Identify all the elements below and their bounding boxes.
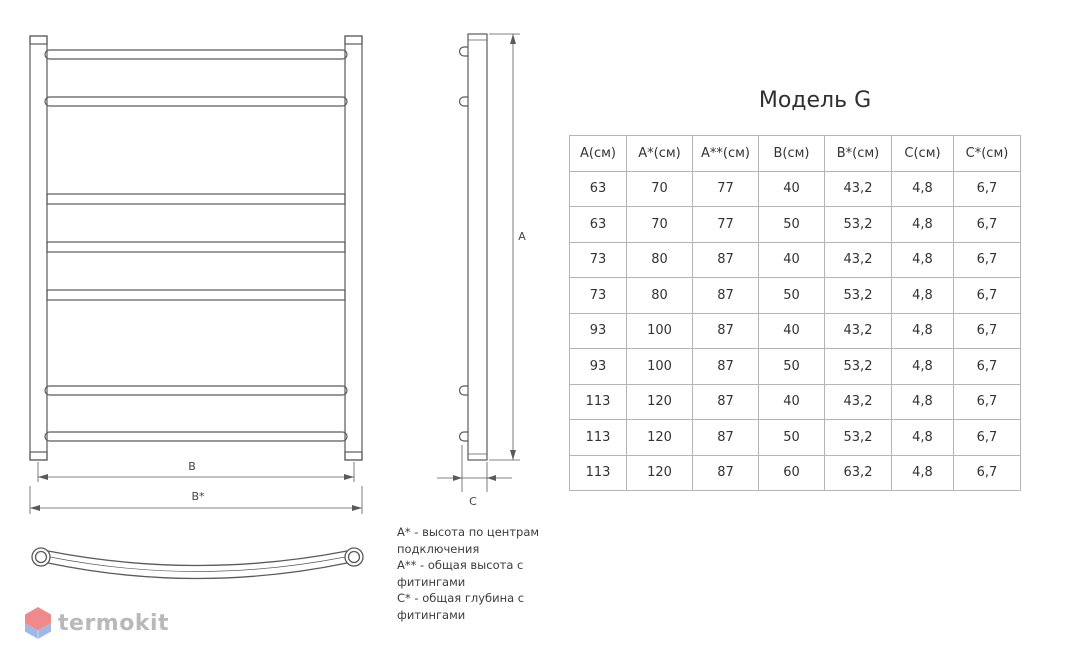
right-post-cap [345,36,362,44]
table-cell: 53,2 [825,349,892,385]
table-cell: 87 [693,313,759,349]
top-view [32,548,363,579]
table-cell: 77 [693,171,759,207]
table-cell: 4,8 [892,420,954,456]
table-cell: 100 [627,313,693,349]
top-view-curve [48,551,347,566]
table-cell: 6,7 [954,349,1021,385]
table-row [570,455,1021,491]
table-cell: 93 [570,313,627,349]
rung [45,432,347,441]
rung-end [460,47,469,56]
table-cell: 53,2 [825,420,892,456]
table-cell: 63 [570,171,627,207]
table-cell: 93 [570,349,627,385]
table-cell: 43,2 [825,171,892,207]
table-cell: 87 [693,420,759,456]
dimension-b-star-label: B* [191,490,205,503]
top-view-right-connector [345,548,363,566]
column-header: A*(см) [627,136,693,172]
rung [47,290,345,300]
table-cell: 4,8 [892,384,954,420]
table-cell: 6,7 [954,455,1021,491]
table-cell: 43,2 [825,313,892,349]
table-cell: 6,7 [954,384,1021,420]
table-cell: 4,8 [892,207,954,243]
column-header: C*(см) [954,136,1021,172]
note-a-star: A* - высота по центрам подключения [397,525,540,556]
table-cell: 53,2 [825,278,892,314]
table-cell: 6,7 [954,313,1021,349]
logo-text: termokit [58,610,170,636]
rung-end [460,432,469,441]
table-cell: 100 [627,349,693,385]
column-header: B(см) [759,136,825,172]
left-post-foot [30,452,47,460]
table-cell: 70 [627,207,693,243]
rung-end [460,386,469,395]
table-cell: 80 [627,242,693,278]
table-cell: 40 [759,171,825,207]
table-cell: 40 [759,242,825,278]
table-cell: 80 [627,278,693,314]
left-post-cap [30,36,47,44]
table-cell: 87 [693,278,759,314]
table-cell: 43,2 [825,242,892,278]
table-cell: 50 [759,420,825,456]
table-cell: 87 [693,349,759,385]
table-row [570,171,1021,207]
column-header: B*(см) [825,136,892,172]
table-cell: 4,8 [892,171,954,207]
rung [45,386,347,395]
table-cell: 63,2 [825,455,892,491]
table-cell: 40 [759,384,825,420]
table-cell: 63 [570,207,627,243]
column-header: A(см) [570,136,627,172]
legend-notes [397,524,577,623]
table-row [570,384,1021,420]
table-cell: 43,2 [825,384,892,420]
table-cell: 70 [627,171,693,207]
table-cell: 6,7 [954,242,1021,278]
right-post-foot [345,452,362,460]
table-cell: 113 [570,455,627,491]
right-post [345,36,362,460]
table-row [570,242,1021,278]
table-cell: 60 [759,455,825,491]
table-cell: 6,7 [954,207,1021,243]
model-title: Модель G [758,88,872,113]
dimension-b-label: B [188,460,196,473]
table-cell: 77 [693,207,759,243]
table-row [570,313,1021,349]
table-cell: 113 [570,420,627,456]
rung [47,242,345,252]
left-post [30,36,47,460]
top-view-left-connector [32,548,50,566]
table-cell: 73 [570,278,627,314]
rung [45,97,347,106]
table-cell: 120 [627,455,693,491]
table-cell: 6,7 [954,420,1021,456]
table-cell: 50 [759,278,825,314]
table-row [570,349,1021,385]
table-cell: 4,8 [892,455,954,491]
table-row [570,420,1021,456]
table-cell: 113 [570,384,627,420]
table-cell: 87 [693,242,759,278]
table-cell: 53,2 [825,207,892,243]
front-view [30,36,362,514]
column-header: C(см) [892,136,954,172]
table-cell: 50 [759,349,825,385]
table-row [570,278,1021,314]
rung [47,194,345,204]
rung-end [460,97,469,106]
table-row [570,207,1021,243]
table-cell: 4,8 [892,278,954,314]
dimensions-table [569,135,1021,491]
note-c-star: C* - общая глубина с фитингами [397,591,525,622]
table-cell: 120 [627,420,693,456]
table-cell: 87 [693,384,759,420]
rung [45,50,347,59]
termokit-logo[interactable] [24,606,169,640]
table-cell: 73 [570,242,627,278]
table-cell: 6,7 [954,278,1021,314]
table-cell: 4,8 [892,242,954,278]
note-a-double-star: A** - общая высота с фитингами [397,558,524,589]
column-header: A**(см) [693,136,759,172]
table-cell: 40 [759,313,825,349]
table-cell: 120 [627,384,693,420]
side-view [437,34,520,492]
side-post [468,34,487,460]
cube-logo-icon [24,606,52,640]
dimension-c-label: C [469,495,477,508]
table-cell: 4,8 [892,313,954,349]
table-cell: 87 [693,455,759,491]
table-cell: 4,8 [892,349,954,385]
table-cell: 50 [759,207,825,243]
dimension-a-label: A [518,230,526,243]
table-header-row [570,136,1021,172]
table-cell: 6,7 [954,171,1021,207]
